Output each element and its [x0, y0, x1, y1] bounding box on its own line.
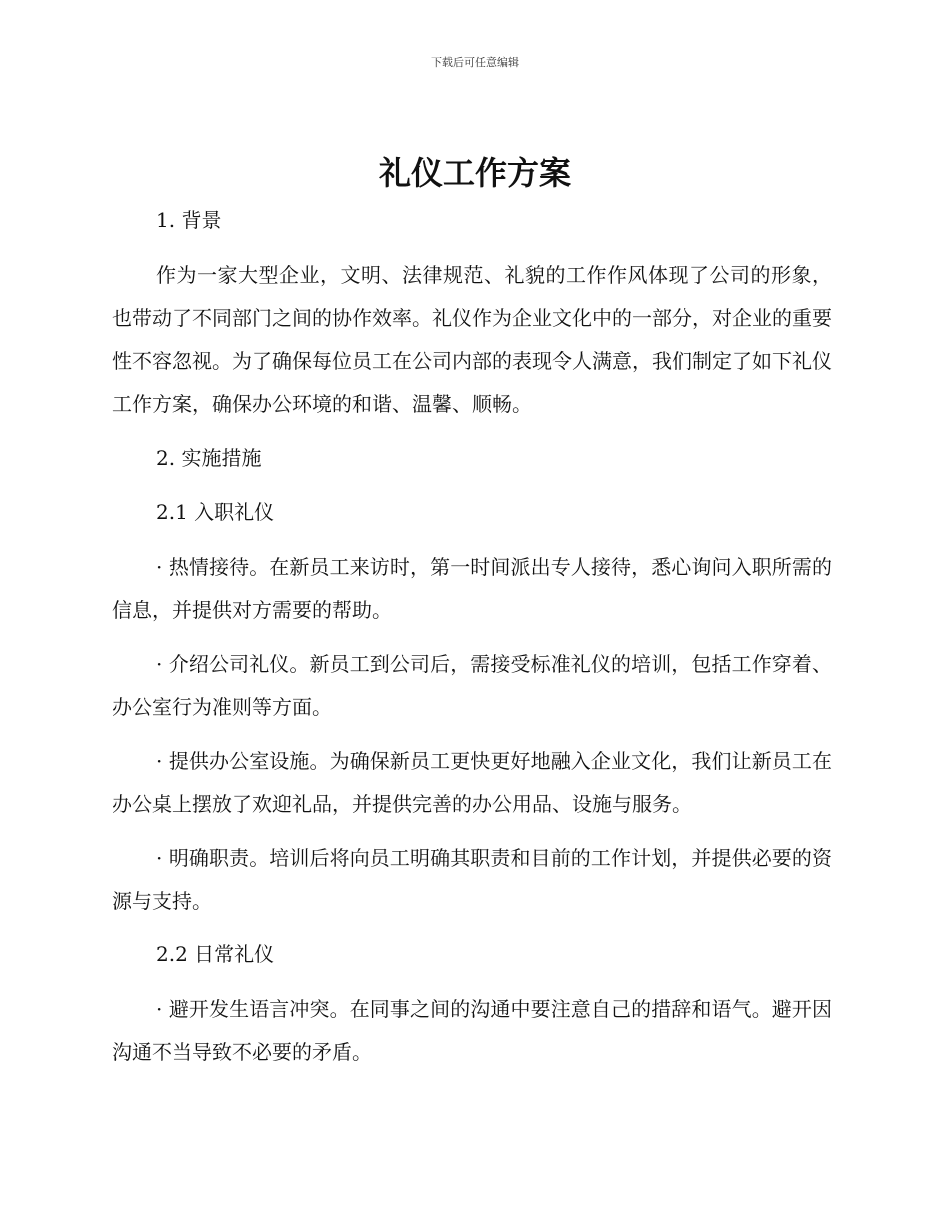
section-heading-measures: 2. 实施措施: [156, 446, 262, 470]
page-header-note: 下载后可任意编辑: [431, 56, 519, 69]
document-body: [112, 200, 832, 1085]
section-heading-background: 1. 背景: [156, 208, 222, 232]
list-item: · 提供办公室设施。为确保新员工更快更好地融入企业文化，我们让新员工在办公桌上摆放了欢迎礼品，并提供完善的办公用品、设施与服务。: [112, 749, 832, 816]
list-item: · 避开发生语言冲突。在同事之间的沟通中要注意自己的措辞和语气。避开因沟通不当导致不必要的矛盾。: [112, 997, 832, 1064]
section-heading-onboarding: 2.1 入职礼仪: [156, 500, 275, 524]
list-item: · 明确职责。培训后将向员工明确其职责和目前的工作计划，并提供必要的资源与支持。: [112, 846, 832, 913]
document-title: 礼仪工作方案: [378, 154, 571, 192]
background-paragraph: 作为一家大型企业，文明、法律规范、礼貌的工作作风体现了公司的形象，也带动了不同部门之间的协作效率。礼仪作为企业文化中的一部分，对企业的重要性不容忽视。为了确保每位员工在公司内部的表现令人满意，我们制定了如下礼仪工作方案，确保办公环境的和谐、温馨、顺畅。: [112, 263, 832, 416]
section-heading-daily: 2.2 日常礼仪: [156, 942, 275, 966]
list-item: · 热情接待。在新员工来访时，第一时间派出专人接待，悉心询问入职所需的信息，并提供对方需要的帮助。: [112, 555, 832, 622]
list-item: · 介绍公司礼仪。新员工到公司后，需接受标准礼仪的培训，包括工作穿着、办公室行为准则等方面。: [112, 652, 832, 719]
